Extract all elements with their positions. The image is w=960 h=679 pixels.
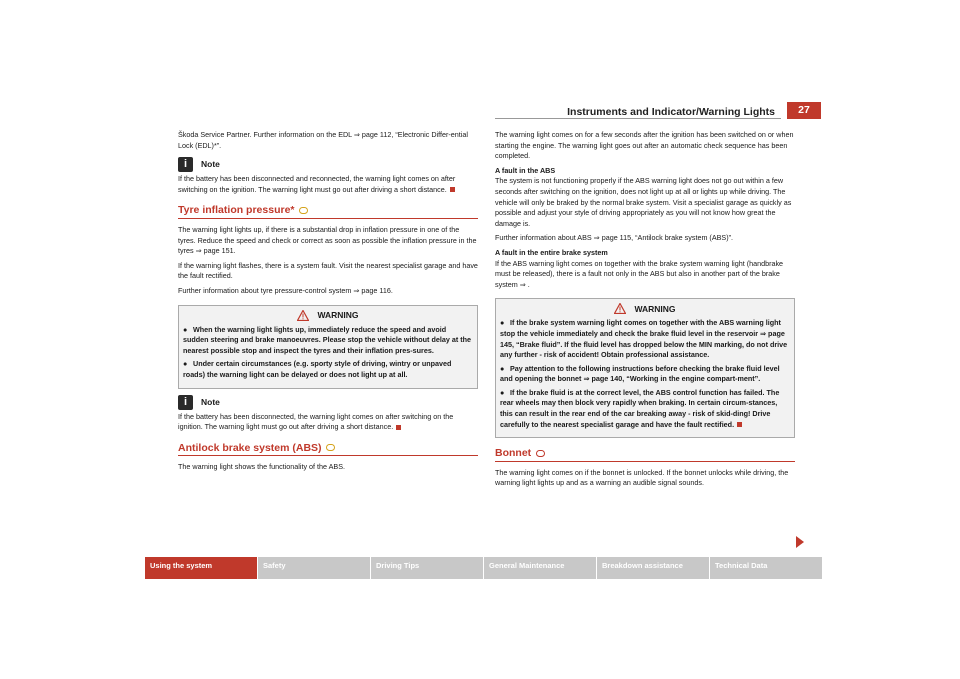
section-title-tyre: Tyre inflation pressure*	[178, 205, 478, 219]
warning-header	[500, 303, 790, 314]
next-page-arrow-icon[interactable]	[796, 536, 804, 548]
warning-label: WARNING	[317, 309, 359, 320]
bonnet-paragraph: The warning light comes on if the bonnet is unlocked. If the bonnet unlocks while driving, the warning light lights up and as a warning an audible signal sounds.	[495, 467, 789, 488]
tab-driving-tips[interactable]: Driving Tips	[371, 557, 484, 579]
note-text: If the battery has been disconnected, the warning light comes on after switching on the ignition. The warning light must go out after driving a short distance.	[178, 411, 454, 432]
tab-safety[interactable]: Safety	[258, 557, 371, 579]
warning-item: ● Under certain circumstances (e.g. sporty style of driving, wintry or unpaved roads) the warning light can be delayed or does not light up at all.	[183, 359, 452, 379]
warning-box-brake	[495, 298, 795, 438]
info-icon: i	[178, 157, 193, 172]
note-text: If the battery has been disconnected and reconnected, the warning light comes on after switching on the ignition. The warning light must go out after driving a short distance.	[178, 174, 456, 194]
subheading-abs-fault: A fault in the ABS	[495, 165, 556, 175]
tyre-pressure-warning-icon	[299, 207, 308, 214]
end-marker-icon	[396, 425, 401, 430]
abs-paragraph: The warning light shows the functionality of the ABS.	[178, 462, 346, 472]
subheading-brake-fault: A fault in the entire brake system	[495, 247, 608, 257]
warning-header	[183, 310, 473, 321]
right-column	[495, 130, 795, 493]
header-rule	[495, 118, 781, 119]
abs-check-paragraph: The warning light comes on for a few seconds after the ignition has been switched on or when starting the engine. The warning light goes out after an automatic check sequence has been completed.	[495, 130, 794, 161]
chapter-nav-bar	[145, 557, 822, 579]
bonnet-warning-icon	[536, 450, 545, 457]
warning-triangle-icon	[297, 310, 309, 321]
page-number: 27	[787, 102, 821, 119]
tab-breakdown-assistance[interactable]: Breakdown assistance	[597, 557, 710, 579]
tab-general-maintenance[interactable]: General Maintenance	[484, 557, 597, 579]
warning-triangle-icon	[614, 303, 626, 314]
section-title-bonnet: Bonnet	[495, 448, 795, 462]
abs-fault-paragraph: The system is not functioning properly if the ABS warning light does not go out within a few seconds after switching on the ignition, does not light up at all or lights up while driving. The vehicle will only be braked by the normal brake system. Visit a specialist garage as quickly as possible and adjust your style of driving appropriately as you will not know how great the damage is.	[495, 176, 792, 228]
warning-item: ● When the warning light lights up, immediately reduce the speed and avoid sudden steering and brake manoeuvres. Please stop the vehicle without delay at the nearest possible stop and inspect the tyres and their inflation pres-sures.	[183, 324, 471, 355]
tyre-paragraph-1: The warning light lights up, if there is a substantial drop in inflation pressure in one of the tyres. Reduce the speed and check or correct as soon as possible the inflation pressure in the tyres ⇒ page 151.	[178, 224, 477, 256]
edl-paragraph: Škoda Service Partner. Further information on the EDL ⇒ page 112, “Electronic Differ-ential Lock (EDL)*”.	[178, 130, 468, 150]
warning-box-tyre	[178, 305, 478, 389]
abs-warning-icon	[326, 444, 335, 451]
page-header-title: Instruments and Indicator/Warning Lights	[567, 106, 775, 118]
warning-label: WARNING	[634, 303, 676, 314]
warning-item: ● If the brake system warning light comes on together with the ABS warning light stop the vehicle immediately and check the brake fluid level in the reservoir ⇒ page 145, “Brake fluid”. If the fluid level has dropped below the MIN marking, do not drive any further - risk of accident! Obtain professional assistance.	[500, 318, 788, 360]
info-icon: i	[178, 395, 193, 410]
tyre-paragraph-3: Further information about tyre pressure-control system ⇒ page 116.	[178, 285, 393, 295]
note-label: Note	[201, 159, 220, 170]
tyre-paragraph-2: If the warning light flashes, there is a system fault. Visit the nearest specialist garage and have the fault rectified.	[178, 260, 478, 281]
end-marker-icon	[737, 422, 742, 427]
note-header	[178, 157, 478, 172]
end-marker-icon	[450, 187, 455, 192]
brake-fault-paragraph: If the ABS warning light comes on together with the brake system warning light (handbrake must be released), there is a fault not only in the ABS but also in another part of the brake system ⇒ .	[495, 258, 784, 289]
section-title-abs: Antilock brake system (ABS)	[178, 443, 478, 457]
abs-more-info: Further information about ABS ⇒ page 115, “Antilock brake system (ABS)”.	[495, 233, 733, 243]
tab-using-the-system[interactable]: Using the system	[145, 557, 258, 579]
note-label: Note	[201, 396, 220, 407]
left-column	[178, 130, 478, 477]
warning-item: ● If the brake fluid is at the correct level, the ABS control function has failed. The rear wheels may then block very rapidly when braking. In certain circum-stances, this can result in the rear end of the car breaking away - risk of skid-ding! Drive carefully to the nearest specialist garage and have the fault rectified.	[500, 387, 780, 429]
warning-item: ● Pay attention to the following instructions before checking the brake fluid level and opening the bonnet ⇒ page 140, “Working in the engine compart-ment”.	[500, 363, 780, 384]
tab-technical-data[interactable]: Technical Data	[715, 561, 768, 570]
note-header	[178, 395, 478, 410]
